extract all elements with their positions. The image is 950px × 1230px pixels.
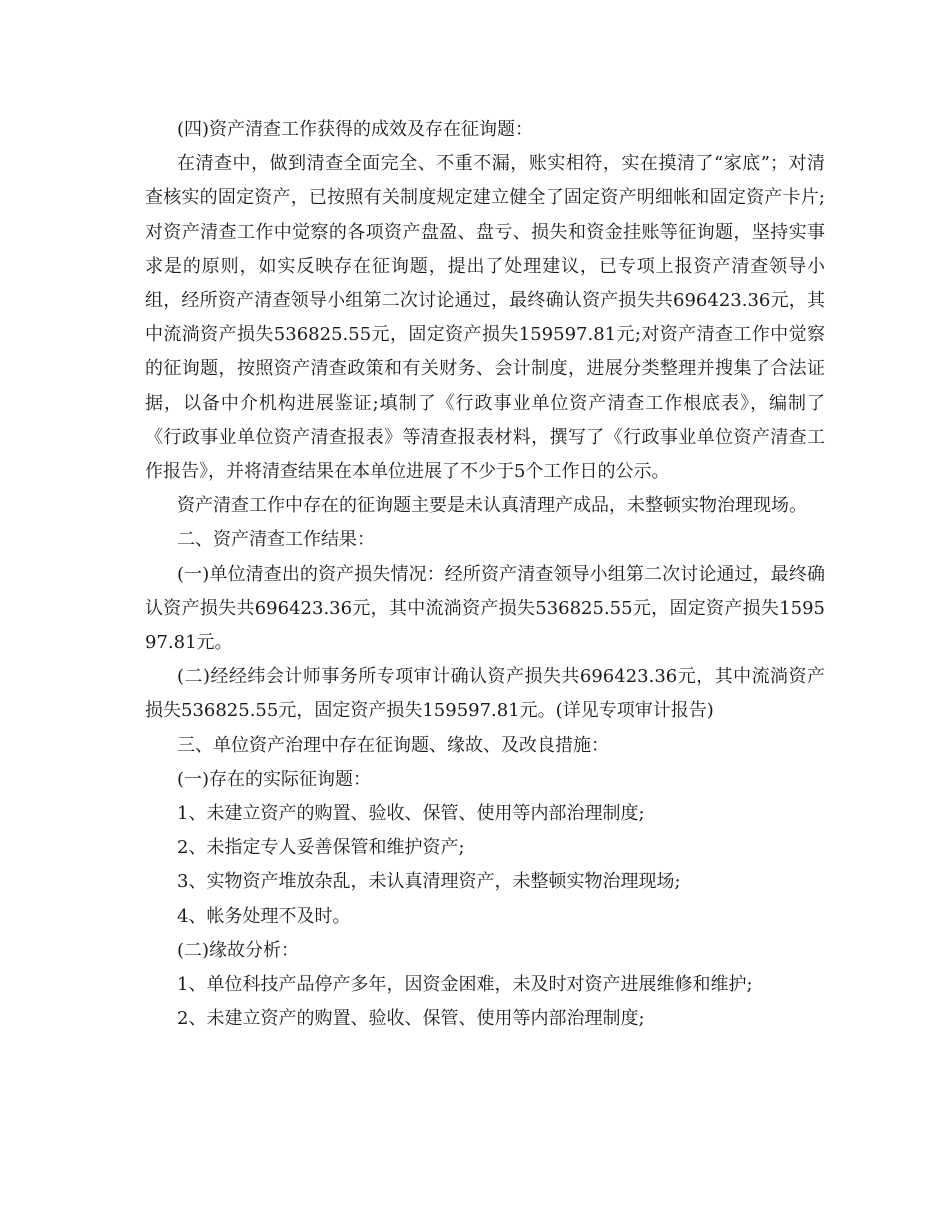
- paragraph-loss-1: (一)单位清查出的资产损失情况：经所资产清查领导小组第二次讨论通过，最终确认资产损失共696423.36元，其中流淌资产损失536825.55元，固定资产损失159597.81元。: [145, 563, 825, 654]
- paragraph-loss-2: (二)经经纬会计师事务所专项审计确认资产损失共696423.36元，其中流淌资产损失536825.55元，固定资产损失159597.81元。(详见专项审计报告): [145, 666, 825, 722]
- section-heading-2: 二、资产清查工作结果：: [177, 529, 375, 551]
- subheading-actual-problems: (一)存在的实际征询题：: [177, 768, 372, 790]
- list-item: 1、未建立资产的购置、验收、保管、使用等内部治理制度;: [177, 803, 645, 825]
- list-item: 2、未建立资产的购置、验收、保管、使用等内部治理制度;: [177, 1008, 645, 1030]
- section-heading-3: 三、单位资产治理中存在征询题、缘故、及改良措施：: [177, 734, 609, 756]
- paragraph-problems: 资产清查工作中存在的征询题主要是未认真清理产成品，未整顿实物治理现场。: [177, 495, 807, 517]
- paragraph-results: 在清查中，做到清查全面完全、不重不漏，账实相符，实在摸清了“家底”；对清查核实的固定资产，已按照有关制度规定建立健全了固定资产明细帐和固定资产卡片;对资产清查工作中觉察的各项资产盘盈、盘亏、损失和资金挂账等征询题，坚持实事求是的原则，如实反映存在征询题，提出了处理建议，已专项上报资产清查领导小组，经所资产清查领导小组第二次讨论通过，最终确认资产损失共696423.36元，其中流淌资产损失536825.55元，固定资产损失159597.81元;对资产清查工作中觉察的征询题，按照资产清查政策和有关财务、会计制度，进展分类整理并搜集了合法证据，以备中介机构进展鉴证;填制了《行政事业单位资产清查工作根底表》，编制了《行政事业单位资产清查报表》等清查报表材料，撰写了《行政事业单位资产清查工作报告》，并将清查结果在本单位进展了不少于5个工作日的公示。: [145, 153, 825, 483]
- subheading-cause-analysis: (二)缘故分析：: [177, 939, 300, 961]
- list-item: 3、实物资产堆放杂乱，未认真清理资产，未整顿实物治理现场;: [177, 871, 681, 893]
- list-item: 2、未指定专人妥善保管和维护资产;: [177, 837, 465, 859]
- list-item: 4、帐务处理不及时。: [177, 905, 351, 927]
- section-heading-4: (四)资产清查工作获得的成效及存在征询题：: [177, 119, 534, 140]
- document-body: [145, 113, 825, 1036]
- list-item: 1、单位科技产品停产多年，因资金困难，未及时对资产进展维修和维护;: [177, 974, 753, 996]
